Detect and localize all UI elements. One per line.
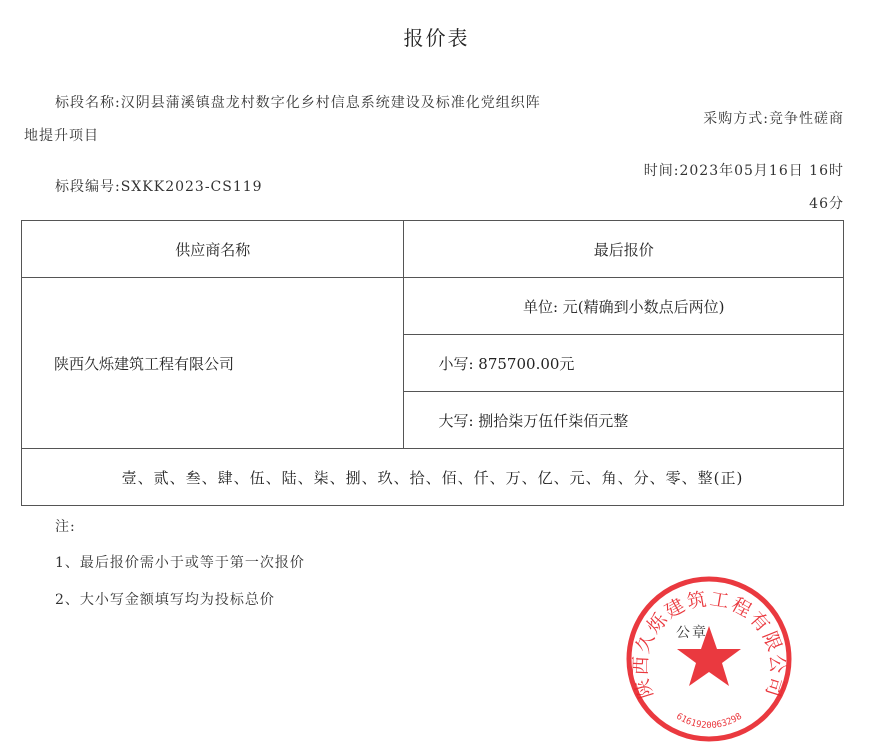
svg-text:6161920063298 [674, 712, 744, 731]
header-final-quote: 最后报价 [404, 221, 844, 278]
quote-lowercase: 小写: 875700.00元 [404, 335, 844, 392]
procurement-method: 采购方式:竞争性磋商 [703, 111, 844, 127]
quote-uppercase: 大写: 捌拾柒万伍仟柒佰元整 [404, 392, 844, 449]
seal-company-text: 陕西久烁建筑工程有限公司 [629, 587, 789, 701]
quote-table [21, 220, 844, 506]
notes-heading: 注: [55, 519, 76, 535]
seal-label: 公章 [676, 625, 708, 641]
time-line1: 时间:2023年05月16日 16时 [643, 163, 844, 179]
section-number: 标段编号:SXKK2023-CS119 [55, 179, 263, 195]
company-seal-stamp [624, 574, 794, 744]
chinese-numerals-reference: 壹、贰、叁、肆、伍、陆、柒、捌、玖、拾、佰、仟、万、亿、元、角、分、零、整(正) [22, 449, 844, 506]
header-supplier-name: 供应商名称 [22, 221, 404, 278]
time-line2: 46分 [809, 196, 844, 212]
quote-unit: 单位: 元(精确到小数点后两位) [404, 278, 844, 335]
supplier-name: 陕西久烁建筑工程有限公司 [22, 278, 404, 449]
note-item: 1、最后报价需小于或等于第一次报价 [55, 555, 305, 571]
page-title: 报价表 [403, 26, 470, 50]
section-name-line1: 标段名称:汉阴县蒲溪镇盘龙村数字化乡村信息系统建设及标准化党组织阵 [55, 95, 541, 111]
seal-code-text: 6161920063298 [674, 711, 744, 732]
section-name-line2: 地提升项目 [24, 128, 99, 144]
note-item: 2、大小写金额填写均为投标总价 [55, 592, 275, 608]
